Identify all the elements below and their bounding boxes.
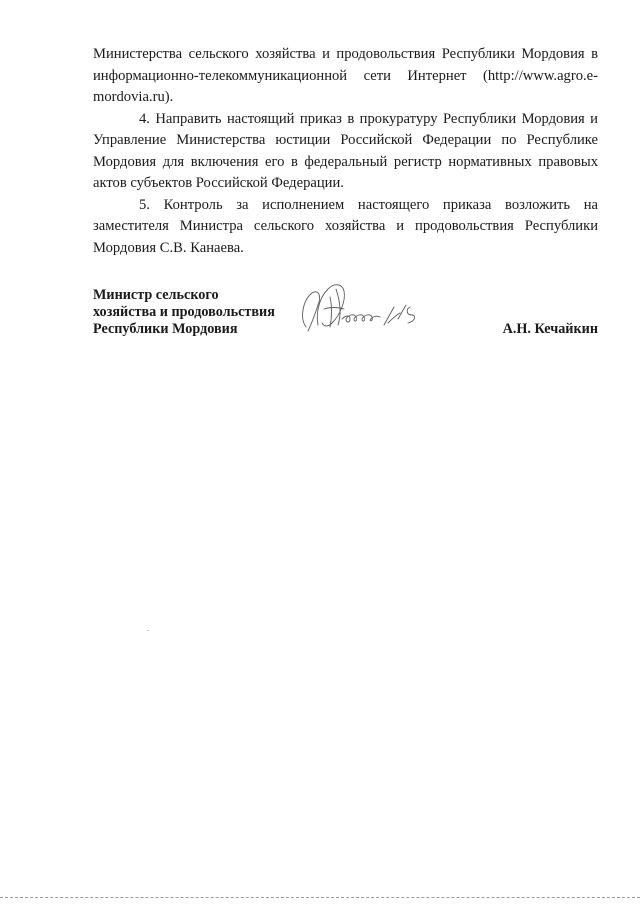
paragraph-item-4: 4. Направить настоящий приказ в прокуратуру Республики Мордовия и Управление Министерства юстиции Российской Федерации по Республике Мордовия для включения его в федеральный регистр нормативных правовых актов субъектов Российской Федерации. [93, 110, 598, 191]
signer-title-line-3: Республики Мордовия [93, 321, 238, 337]
paragraph-continuation: Министерства сельского хозяйства и продовольствия Республики Мордовия в информационно-телекоммуникационной сети Интернет (http://www.agro.e-mordovia.ru). [93, 46, 598, 105]
handwritten-signature [288, 275, 438, 345]
signature-block [93, 287, 598, 347]
signer-title-line-2: хозяйства и продовольствия [93, 304, 275, 320]
signer-name: А.Н. Кечайкин [502, 321, 598, 337]
signer-title [93, 287, 275, 338]
document-body [93, 44, 598, 259]
scan-bottom-edge [0, 897, 640, 898]
paragraph-item-5: 5. Контроль за исполнением настоящего приказа возложить на заместителя Министра сельского хозяйства и продовольствия Республики Мордовия С.В. Канаева. [93, 196, 598, 256]
signer-title-line-1: Министр сельского [93, 287, 219, 303]
scan-speck [147, 630, 149, 631]
